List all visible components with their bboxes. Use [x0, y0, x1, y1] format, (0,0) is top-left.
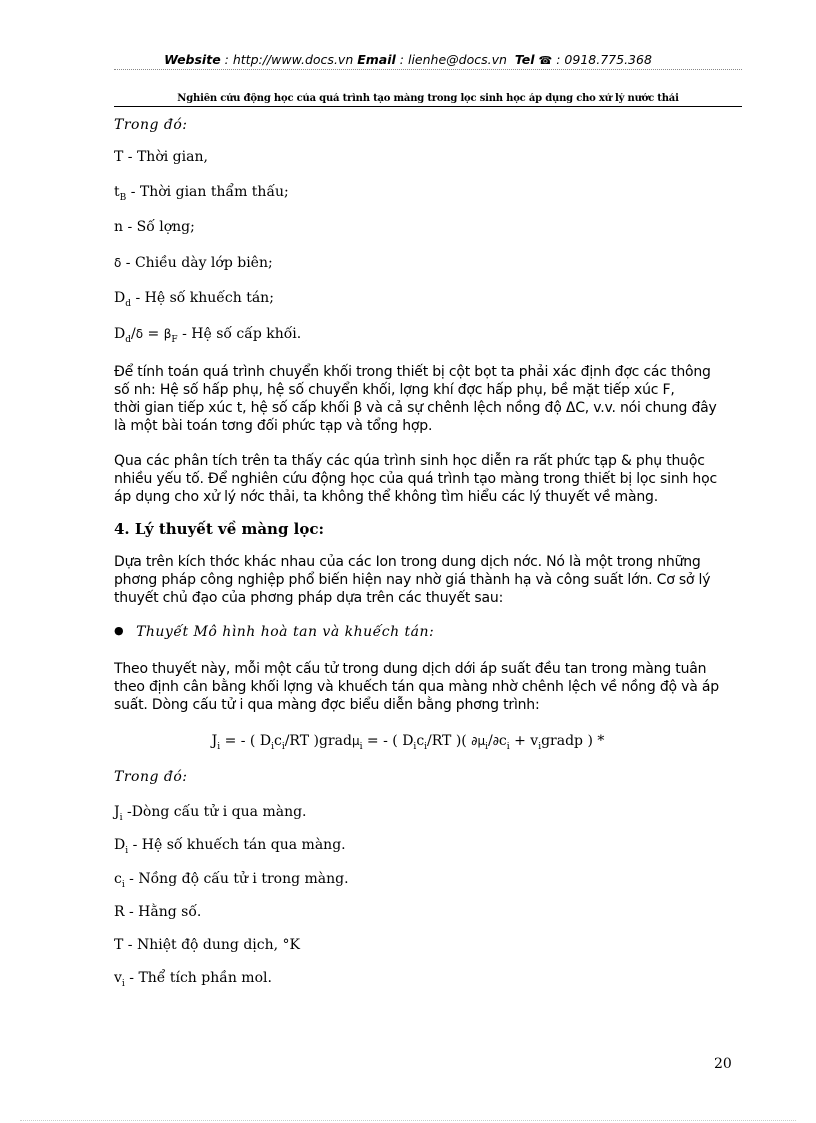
- delta-symbol: δ: [114, 256, 122, 270]
- website-url[interactable]: : http://www.docs.vn: [224, 52, 354, 67]
- flux-equation: $J_i$ = - ( $D_ic_i/RT$ )gradμ$_i$ = - ( $D_ic_i/RT$ )( $\partial\mu_i/\partial c_i$ + $v_igradp$ ) *: [211, 733, 605, 752]
- subtitle-divider: [114, 106, 742, 107]
- paragraph-mass-transfer: Để tính toán quá trình chuyển khối trong thiết bị cột bọt ta phải xác định đợc các thông số nh: Hệ số hấp phụ, hệ số chuyển khối, lợng khí đợc hấp phụ, bề mặt tiếp xúc F, thời gian tiếp xúc t, hệ số cấp khối β và cả sự chênh lệch nồng độ ΔC, v.v. nói chung đây là một bài toán tơng đối phức tạp và tổng hợp.: [114, 364, 717, 434]
- def-membrane-diffusion: $D_i$ - Hệ số khuếch tán qua màng.: [114, 837, 346, 856]
- def-time: T - Thời gian,: [114, 149, 208, 165]
- header-divider: [114, 69, 742, 70]
- telephone-icon: ☎: [538, 54, 553, 67]
- email-label: Email: [357, 52, 396, 67]
- def-concentration: $c_i$ - Nồng độ cấu tử i trong màng.: [114, 871, 349, 890]
- bullet-text: Thuyết Mô hình hoà tan và khuếch tán:: [136, 624, 435, 640]
- defs-intro: Trong đó:: [114, 117, 188, 133]
- def-molar-volume: $v_i$ - Thể tích phần mol.: [114, 970, 272, 989]
- website-label: Website: [164, 52, 221, 67]
- bullet-icon: ●: [114, 624, 124, 637]
- def-boundary-thickness: δ - Chiều dày lớp biên;: [114, 255, 273, 271]
- paragraph-theory: Theo thuyết này, mỗi một cấu tử trong dung dịch dới áp suất đều tan trong màng tuân theo định cân bằng khối lợng và khuếch tán qua màng nhờ chênh lệch về nồng độ và áp suất. Dòng cấu tử i qua màng đợc biểu diễn bằng phơng trình:: [114, 661, 719, 713]
- tel-label: Tel: [514, 52, 535, 67]
- def-mass-transfer-coefficient: $D_d/\delta = \beta_F$ - Hệ số cấp khối.: [114, 326, 302, 345]
- paragraph-analysis: Qua các phân tích trên ta thấy các qúa trình sinh học diễn ra rất phức tạp & phụ thuộc nhiều yếu tố. Để nghiên cứu động học của quá trình tạo màng trong thiết bị lọc sinh học áp dụng cho xử lý nớc thải, ta không thể không tìm hiểu các lý thuyết về màng.: [114, 453, 717, 505]
- defs2-intro: Trong đó:: [114, 769, 188, 785]
- page-bottom-divider: [20, 1120, 796, 1121]
- email-value[interactable]: : lienhe@docs.vn: [399, 52, 507, 67]
- paragraph-membrane-intro: Dựa trên kích thớc khác nhau của các Ion trong dung dịch nớc. Nó là một trong những phơng pháp công nghiệp phổ biến hiện nay nhờ giá thành hạ và công suất lớn. Cơ sở lý thuyết chủ đạo của phơng pháp dựa trên các thuyết sau:: [114, 554, 711, 606]
- document-subtitle: Nghiên cứu động học của quá trình tạo màng trong lọc sinh học áp dụng cho xử lý nước thải: [177, 93, 679, 104]
- def-count: n - Số lợng;: [114, 219, 195, 235]
- tel-value: : 0918.775.368: [556, 52, 652, 67]
- section-heading: 4. Lý thuyết về màng lọc:: [114, 520, 325, 538]
- page-header: [0, 52, 816, 67]
- def-permeation-time: $t_B$ - Thời gian thẩm thấu;: [114, 184, 289, 203]
- def-constant: R - Hằng số.: [114, 904, 202, 920]
- def-diffusion-coefficient: $D_d$ - Hệ số khuếch tán;: [114, 290, 274, 309]
- def-flux: $J_i$ -Dòng cấu tử i qua màng.: [114, 804, 307, 823]
- bullet-item: [114, 624, 434, 640]
- page-number: 20: [714, 1056, 732, 1072]
- def-temperature: T - Nhiệt độ dung dịch, °K: [114, 937, 300, 953]
